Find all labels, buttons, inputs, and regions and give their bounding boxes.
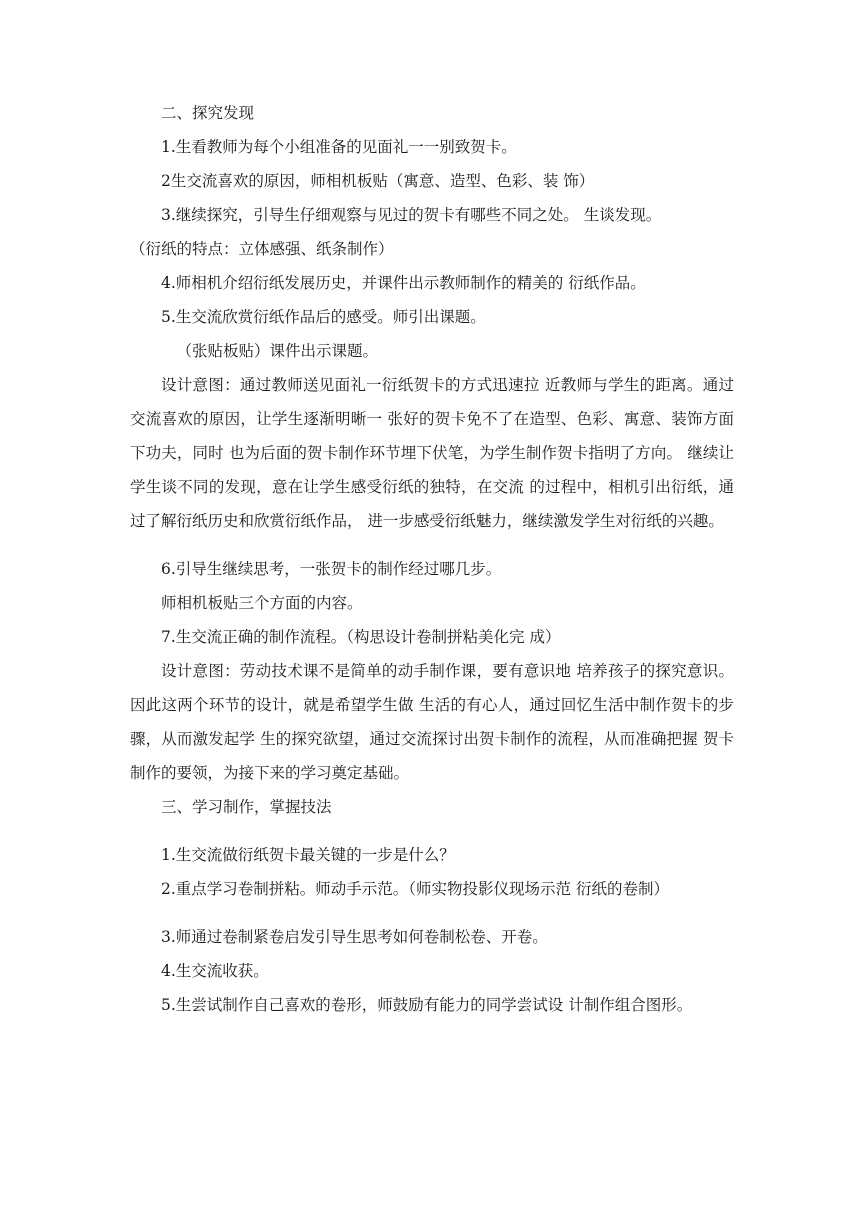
document-body [130,96,734,1022]
paragraph-learn-5: 5.生尝试制作自己喜欢的卷形，师鼓励有能力的同学尝试设 计制作组合图形。 [161,996,693,1014]
paragraph-step-3-note: （衍纸的特点：立体感强、纸条制作） [130,240,394,258]
paragraph-step-5-note: （张贴板贴）课件出示课题。 [176,342,379,360]
paragraph-step-7: 7.生交流正确的制作流程。（构思设计卷制拼粘美化完 成） [161,628,561,646]
paragraph-step-6-note: 师相机板贴三个方面的内容。 [161,594,363,612]
paragraph-design-intent-1: 设计意图：通过教师送见面礼一衍纸贺卡的方式迅速拉 近教师与学生的距离。通过交流喜欢的原因，让学生逐渐明晰一 张好的贺卡免不了在造型、色彩、寓意、装饰方面下功夫，同时 也为后面的贺卡制作环节埋下伏笔，为学生制作贺卡指明了方向。 继续让学生谈不同的发现，意在让学生感受衍纸的独特，在交流 的过程中，相机引出衍纸，通过了解衍纸历史和欣赏衍纸作品， 进一步感受衍纸魅力，继续激发学生对衍纸的兴趣。 [130,376,734,530]
paragraph-learn-1: 1.生交流做衍纸贺卡最关键的一步是什么？ [161,846,455,864]
section-heading-learn: 三、学习制作，掌握技法 [161,798,332,816]
paragraph-learn-2: 2.重点学习卷制拼粘。师动手示范。（师实物投影仪现场示范 衍纸的卷制） [161,880,669,898]
paragraph-step-6: 6.引导生继续思考，一张贺卡的制作经过哪几步。 [161,560,502,578]
paragraph-learn-3: 3.师通过卷制紧卷启发引导生思考如何卷制松卷、开卷。 [161,928,548,946]
paragraph-step-4: 4.师相机介绍衍纸发展历史，并课件出示教师制作的精美的 衍纸作品。 [161,274,646,292]
paragraph-step-5: 5.生交流欣赏衍纸作品后的感受。师引出课题。 [161,308,486,326]
paragraph-spacer [130,824,734,838]
paragraph-design-intent-2: 设计意图：劳动技术课不是简单的动手制作课，要有意识地 培养孩子的探究意识。因此这两个环节的设计，就是希望学生做 生活的有心人，通过回忆生活中制作贺卡的步骤，从而激发起学 生的探究欲望，通过交流探讨出贺卡制作的流程，从而准确把握 贺卡制作的要领，为接下来的学习奠定基础。 [130,662,734,782]
paragraph-spacer [130,906,734,920]
paragraph-learn-4: 4.生交流收获。 [161,962,269,980]
paragraph-spacer [130,538,734,552]
paragraph-step-2: 2生交流喜欢的原因，师相机板贴（寓意、造型、色彩、装 饰） [161,172,595,190]
paragraph-step-1: 1.生看教师为每个小组准备的见面礼一一别致贺卡。 [161,138,517,156]
paragraph-step-3: 3.继续探究，引导生仔细观察与见过的贺卡有哪些不同之处。 生谈发现。 [161,206,662,224]
section-heading-explore: 二、探究发现 [161,104,255,122]
